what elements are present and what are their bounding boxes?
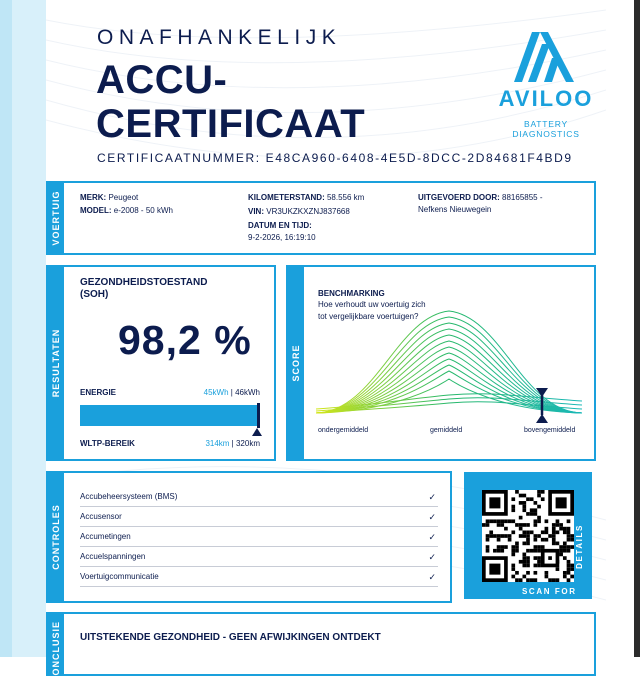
checkmark-icon: ✓ xyxy=(428,512,436,522)
check-item xyxy=(80,527,438,547)
energy-values xyxy=(204,388,260,397)
qr-panel[interactable] xyxy=(464,472,592,599)
results-tab-label: RESULTATEN xyxy=(51,328,61,398)
range-separator: | xyxy=(229,439,236,448)
model-label: MODEL: xyxy=(80,206,112,215)
scan-details-label: DETAILS xyxy=(575,524,585,569)
soh-title-line-1: GEZONDHEIDSTOESTAND xyxy=(80,277,208,288)
range-values xyxy=(205,439,260,448)
qr-code[interactable] xyxy=(482,490,574,582)
check-item-label: Accuelspanningen xyxy=(80,552,146,561)
scan-for-label: SCAN FOR xyxy=(522,587,577,596)
axis-label-high: bovengemiddeld xyxy=(524,427,576,434)
benchmark-question: Hoe verhoudt uw voertuig zich tot vergelijkbare voertuigen? xyxy=(318,300,426,321)
kicker-text: ONAFHANKELIJK xyxy=(97,26,342,49)
results-tab xyxy=(48,267,64,459)
check-item xyxy=(80,567,438,587)
brand-field xyxy=(80,192,138,204)
vin-value: VR3UKZKXZNJ837668 xyxy=(266,207,350,216)
benchmark-title: BENCHMARKING xyxy=(318,289,385,298)
date-value: 9-2-2026, 16:19:10 xyxy=(248,233,316,242)
performed-by-field xyxy=(418,192,543,216)
score-card xyxy=(286,265,596,461)
date-label: DATUM EN TIJD: xyxy=(248,221,312,230)
summary-text: UITSTEKENDE GEZONDHEID - GEEN AFWIJKINGEN ONTDEKT xyxy=(80,632,381,643)
energy-label: ENERGIE xyxy=(80,388,117,397)
left-decor-strip-inner xyxy=(12,0,46,657)
qr-code-image xyxy=(482,490,574,582)
checkmark-icon: ✓ xyxy=(428,532,436,542)
odometer-label: KILOMETERSTAND: xyxy=(248,193,325,202)
certificate-number: CERTIFICAATNUMMER: E48CA960-6408-4E5D-8DCC-2D84681F4BD9 xyxy=(97,151,573,165)
range-label: WLTP-BEREIK xyxy=(80,439,135,448)
summary-tab xyxy=(48,614,64,683)
check-item xyxy=(80,547,438,567)
soh-value: 98,2 % xyxy=(118,317,252,363)
vin-label: VIN: xyxy=(248,207,264,216)
title-line-2: CERTIFICAAT xyxy=(96,102,366,146)
score-marker-bottom-icon xyxy=(536,414,548,423)
score-marker-top-icon xyxy=(536,388,548,397)
check-item-label: Accumetingen xyxy=(80,532,131,541)
title-line-1: ACCU- xyxy=(96,58,228,102)
summary-tab-label: CONCLUSIE xyxy=(51,620,61,683)
performed-by-location: Nefkens Nieuwegein xyxy=(418,205,492,214)
range-actual: 314km xyxy=(205,439,230,448)
performed-by-value: 88165855 - xyxy=(502,193,543,202)
left-decor-strip xyxy=(0,0,12,657)
check-item-label: Accusensor xyxy=(80,512,122,521)
energy-separator: | xyxy=(228,388,236,397)
soh-title-line-2: (SOH) xyxy=(80,289,109,300)
energy-bar-fill xyxy=(80,405,256,426)
results-card xyxy=(46,265,276,461)
energy-bar-marker xyxy=(257,403,260,428)
model-value: e-2008 - 50 kWh xyxy=(113,206,173,215)
vin-field xyxy=(248,206,350,218)
energy-bar xyxy=(80,405,260,426)
brand-label: MERK: xyxy=(80,193,107,202)
right-edge-bar xyxy=(634,0,640,657)
vehicle-card xyxy=(46,181,596,255)
benchmark-bell-curve xyxy=(316,303,582,415)
score-tab xyxy=(288,267,304,459)
performed-by-label: UITGEVOERD DOOR: xyxy=(418,193,500,202)
checks-tab-label: CONTROLES xyxy=(51,504,61,570)
model-field xyxy=(80,205,173,217)
checks-tab xyxy=(48,473,64,601)
score-tab-label: SCORE xyxy=(291,344,301,382)
axis-label-mid: gemiddeld xyxy=(430,427,463,434)
odometer-value: 58.556 km xyxy=(326,193,365,202)
checkmark-icon: ✓ xyxy=(428,552,436,562)
checkmark-icon: ✓ xyxy=(428,492,436,502)
energy-nominal: 46kWh xyxy=(235,388,260,397)
checks-card xyxy=(46,471,452,603)
vehicle-tab-label: VOERTUIG xyxy=(51,190,61,246)
check-item xyxy=(80,487,438,507)
axis-label-low: ondergemiddeld xyxy=(318,427,369,434)
check-item-label: Voertuigcommunicatie xyxy=(80,572,159,581)
logo-tagline: BATTERY DIAGNOSTICS xyxy=(512,119,580,139)
checks-list xyxy=(80,487,438,587)
brand-value: Peugeot xyxy=(108,193,139,202)
range-marker-icon xyxy=(252,428,262,436)
date-field xyxy=(248,220,316,244)
range-nominal: 320km xyxy=(235,439,260,448)
summary-card xyxy=(46,612,596,683)
vehicle-tab xyxy=(48,183,64,253)
check-item xyxy=(80,507,438,527)
aviloo-logo xyxy=(496,28,596,139)
page-title xyxy=(96,58,365,146)
logo-wordmark: AVILOO xyxy=(498,86,594,111)
energy-actual: 45kWh xyxy=(203,388,229,397)
odometer-field xyxy=(248,192,364,204)
aviloo-logo-icon xyxy=(496,28,596,86)
checkmark-icon: ✓ xyxy=(428,572,436,582)
soh-title xyxy=(80,277,207,301)
check-item-label: Accubeheersysteem (BMS) xyxy=(80,492,178,501)
